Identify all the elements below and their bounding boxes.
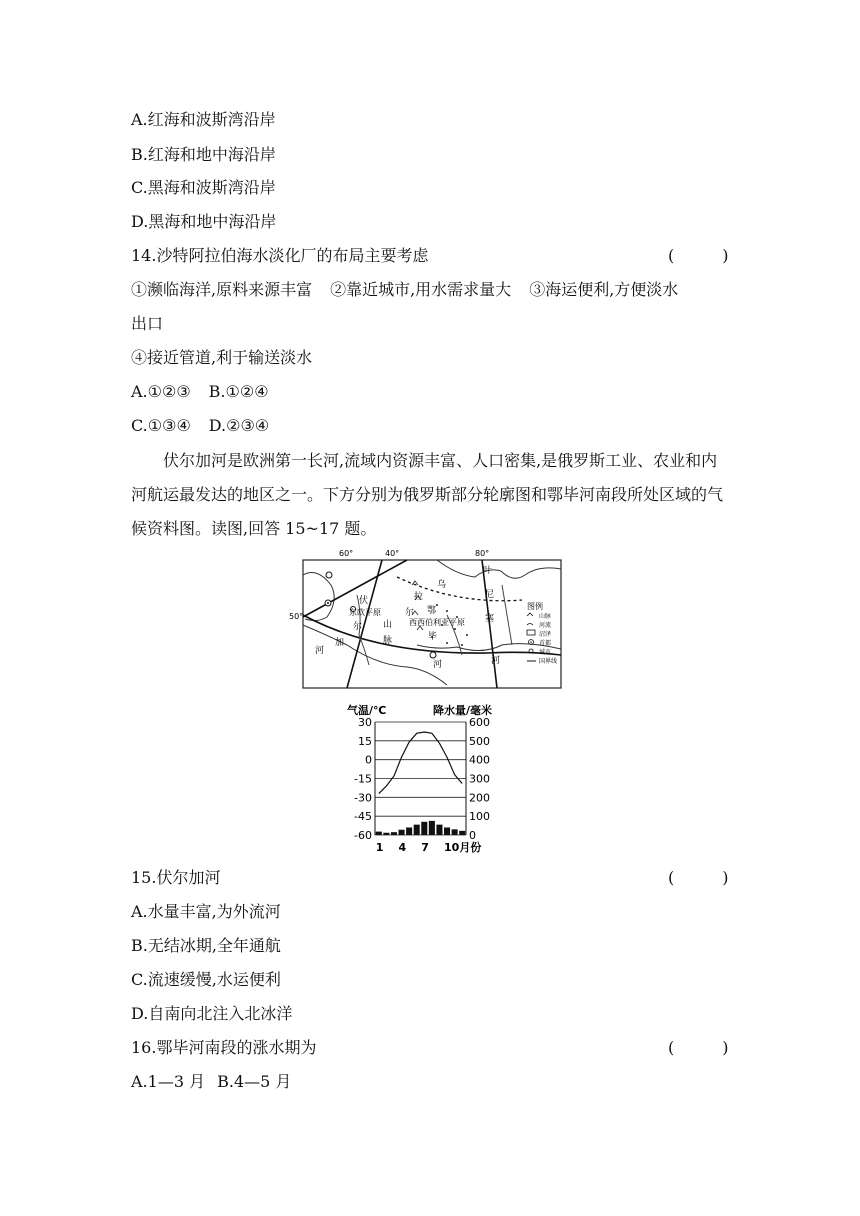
map-label-bi: 毕 — [428, 632, 438, 642]
q16-stem: 16.鄂毕河南段的涨水期为 — [131, 1038, 317, 1057]
map-label-he3: 河 — [491, 656, 501, 666]
map-label-dongou: 东欧平原 — [349, 608, 381, 617]
precip-bar — [444, 827, 450, 835]
map-label-jia: 加 — [335, 638, 345, 648]
q15-answer-paren: ( ) — [668, 868, 729, 887]
q16-answer-paren: ( ) — [668, 1038, 729, 1057]
precip-tick-label: 500 — [469, 734, 490, 748]
q15-option-c: C.流速缓慢,水运便利 — [131, 970, 281, 989]
legend-mountain: 山脉 — [539, 613, 552, 620]
map-label-la: 拉 — [414, 592, 424, 602]
month-tick-label: 7 — [421, 841, 429, 854]
map-label-wu: 乌 — [437, 580, 447, 590]
q14-option-c: C.①③④ — [131, 416, 191, 435]
map-label-e: 鄂 — [427, 606, 437, 616]
q14-option-b: B.①②④ — [208, 382, 269, 401]
lat-50-label: 50° — [289, 612, 304, 621]
q14-statement-3: ③海运便利,方便淡水 — [529, 280, 679, 299]
lon-40-label: 40° — [385, 549, 400, 558]
month-tick-label: 1 — [375, 841, 384, 854]
q14-statements-line — [131, 280, 678, 300]
temp-tick-label: 15 — [358, 734, 372, 748]
q14-options-row-1 — [131, 382, 269, 402]
map-label-er2: 尔 — [405, 608, 415, 618]
precip-bar — [414, 825, 420, 835]
q13-option-a: A.红海和波斯湾沿岸 — [131, 110, 276, 129]
month-tick-label: 4 — [398, 841, 407, 854]
reading-passage: 伏尔加河是欧洲第一长河,流域内资源丰富、人口密集,是俄罗斯工业、农业和内河航运最发达的地区之一。下方分别为俄罗斯部分轮廓图和鄂毕河南段所处区域的气候资料图。读图,回答 15~17 题。 — [131, 451, 724, 538]
q15-stem: 15.伏尔加河 — [131, 868, 221, 887]
q14-statement-3-cont: 出口 — [131, 314, 164, 333]
legend-title: 图例 — [527, 602, 543, 611]
q14-statement-4: ④接近管道,利于输送淡水 — [131, 348, 313, 367]
q13-option-d: D.黑海和地中海沿岸 — [131, 212, 277, 231]
precip-tick-label: 400 — [469, 753, 490, 767]
precip-tick-label: 0 — [469, 829, 476, 842]
q14-answer-paren: ( ) — [668, 246, 729, 265]
climate-chart — [345, 702, 515, 862]
legend-river: 河流 — [539, 622, 552, 629]
map-label-ni: 尼 — [485, 590, 495, 600]
temp-tick-label: -15 — [354, 772, 372, 786]
precip-bar — [452, 829, 458, 835]
precip-tick-label: 600 — [469, 716, 490, 729]
q14-option-a: A.①②③ — [131, 382, 191, 401]
precip-tick-label: 300 — [469, 772, 490, 786]
precip-bar — [399, 830, 405, 835]
precip-bar — [383, 833, 389, 835]
legend-border: 国界线 — [539, 658, 558, 665]
q15-option-d: D.自南向北注入北冰洋 — [131, 1004, 293, 1023]
q14-options-row-2 — [131, 416, 269, 436]
q15-option-a: A.水量丰富,为外流河 — [131, 902, 281, 921]
precip-bar — [391, 832, 397, 835]
q13-option-b: B.红海和地中海沿岸 — [131, 145, 276, 164]
precip-bar — [406, 827, 412, 835]
q14-stem: 14.沙特阿拉伯海水淡化厂的布局主要考虑 — [131, 246, 429, 265]
temp-tick-label: 30 — [358, 716, 372, 729]
map-label-mai: 脉 — [383, 636, 393, 646]
temp-tick-label: 0 — [365, 753, 372, 767]
temperature-line — [379, 732, 462, 794]
precip-bar — [436, 825, 442, 835]
map-label-shan: 山 — [383, 620, 393, 630]
map-label-he2: 河 — [433, 660, 443, 670]
q16-option-b: B.4—5 月 — [217, 1072, 292, 1091]
lon-60-label: 60° — [339, 549, 354, 558]
chart-right-axis-label: 降水量/毫米 — [433, 704, 493, 717]
q14-statement-2: ②靠近城市,用水需求量大 — [330, 280, 512, 299]
map-label-fu: 伏 — [359, 596, 369, 606]
map-label-sai: 塞 — [485, 614, 495, 624]
legend-swamp: 沼泽 — [539, 631, 552, 638]
temp-tick-label: -30 — [354, 791, 372, 805]
map-label-he1: 河 — [315, 646, 325, 656]
legend-capital: 首都 — [539, 640, 552, 647]
map-label-ye: 叶 — [483, 566, 493, 576]
q14-statement-1: ①濒临海洋,原料来源丰富 — [131, 280, 313, 299]
q15-option-b: B.无结冰期,全年通航 — [131, 936, 281, 955]
q13-option-c: C.黑海和波斯湾沿岸 — [131, 178, 276, 197]
q16-options-row — [131, 1072, 291, 1092]
precip-bar — [421, 822, 427, 835]
precip-bar — [459, 831, 465, 835]
q16-option-a: A.1—3 月 — [131, 1072, 206, 1091]
temp-tick-label: -45 — [354, 810, 372, 824]
precip-bar — [376, 832, 382, 835]
month-tick-label: 10月份 — [444, 841, 482, 854]
chart-left-axis-label: 气温/℃ — [347, 704, 387, 717]
map-label-er1: 尔 — [353, 622, 363, 632]
precip-bar — [429, 821, 435, 835]
lon-80-label: 80° — [475, 549, 490, 558]
precip-tick-label: 200 — [469, 791, 490, 805]
q14-option-d: D.②③④ — [208, 416, 270, 435]
map-label-xixi: 西西伯利亚平原 — [409, 618, 465, 627]
russia-map — [287, 545, 582, 693]
temp-tick-label: -60 — [354, 829, 372, 842]
legend-city: 城市 — [539, 649, 552, 656]
precip-tick-label: 100 — [469, 810, 490, 824]
